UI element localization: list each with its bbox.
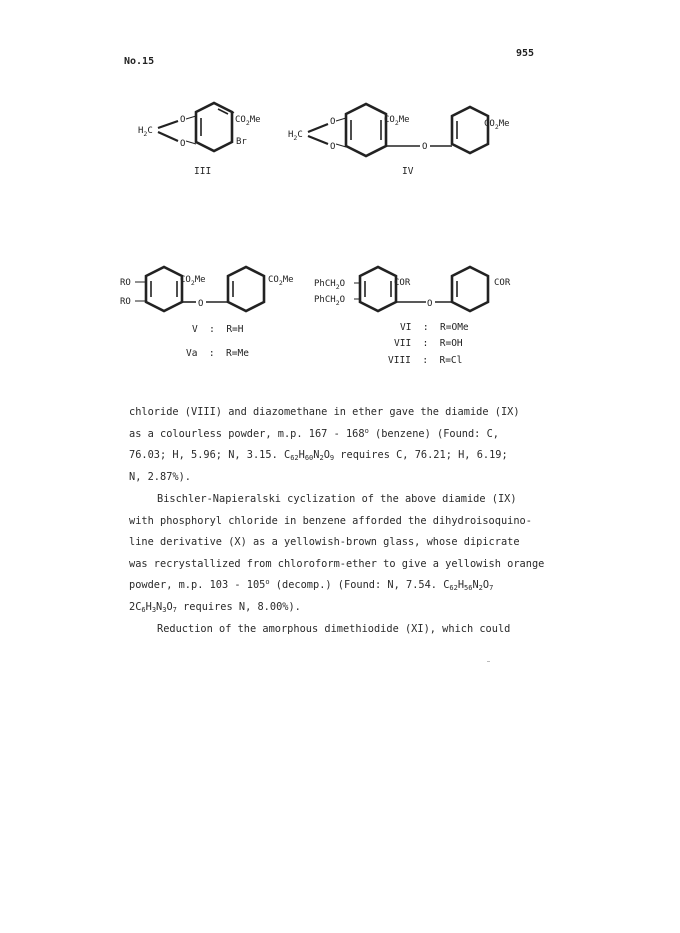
bond-ch2-o-bottom [158,132,178,141]
legend-VIII: VIII : R=Cl [388,355,463,366]
bridge-oxygen-V: O [198,299,204,309]
oxygen-top-IV: O [330,117,336,127]
benzene-ring-IV-a [346,104,386,156]
compound-label-IV: IV [402,166,414,177]
paragraph-diamide-synthesis [129,402,569,488]
legend-V: V : R=H [192,324,244,335]
bridge-oxygen-VI: O [427,299,433,309]
bromo-label-III: Br [236,137,247,147]
paragraph-cyclization [129,489,569,619]
benzyloxy-label-1: PhCH$_2$O [314,279,346,291]
bond-ch2-o-top [158,121,178,128]
cor-label-VI-a: COR [394,278,411,288]
text-line-formula: $2C_6H_3N_3O_7$ requires N, 8.00%). [129,600,301,614]
ester-label-IV-b: $CO_2Me$ [484,119,510,131]
structure-IV [288,102,538,182]
text-line-formula: powder, m.p. 103 - 105$^o$ (decomp.) (Found: N, 7.54. $C_{62}H_{56}N_2O_7$ [129,578,494,593]
ester-label-V-b: $CO_2Me$ [268,275,294,287]
bond-o-ring-top [186,116,196,119]
text-line: N, 2.87%). [129,470,191,483]
bond-ch2-o-bottom-IV [308,136,328,144]
structure-V [120,262,320,364]
oxygen-bottom-III: O [180,139,186,149]
oxygen-top-III: O [180,115,186,125]
ro-label-1: RO [120,278,131,288]
bond-o-ring-top-IV [336,118,346,121]
text-line: chloride (VIII) and diazomethane in ether gave the diamide (IX) [129,406,520,418]
methylene-label-III: $H_2C$ [138,126,153,138]
legend-Va: Va : R=Me [186,348,249,359]
bond-o-ring-bottom [186,141,196,144]
journal-number: No.15 [124,56,155,67]
page-number: 955 [516,48,535,59]
text-line: line derivative (X) as a yellowish-brown glass, whose dipicrate [129,536,520,549]
structure-III [130,100,280,190]
paragraph-reduction [129,619,569,641]
bridge-oxygen-IV: O [422,142,428,152]
text-line-formula: 76.03; H, 5.96; N, 3.15. $C_{62}H_{60}N_2O_9$ requires C, 76.21; H, 6.19; [129,449,508,463]
cor-label-VI-b: COR [494,278,511,288]
text-line: was recrystallized from chloroform-ether to give a yellowish orange [129,557,545,570]
text-line: Bischler-Napieralski cyclization of the above diamide (IX) [157,493,517,505]
text-line: Reduction of the amorphous dimethiodide (XI), which could [157,623,511,635]
ro-label-2: RO [120,297,131,307]
text-line: as a colourless powder, m.p. 167 - 168$^o$ (benzene) (Found: C, [129,426,499,440]
structure-VI [314,262,544,374]
ester-label-IV-a: $CO_2Me$ [384,115,410,127]
ester-label-III: $CO_2Me$ [235,115,261,127]
benzyloxy-label-2: PhCH$_2$O [314,295,346,307]
bond-ch2-o-top-IV [308,124,328,132]
oxygen-bottom-IV: O [330,142,336,152]
text-line: with phosphoryl chloride in benzene afforded the dihydroisoquino- [129,514,532,527]
ester-label-V-a: $CO_2Me$ [180,275,206,287]
scan-speck [487,661,490,662]
methylene-label-IV: $H_2C$ [288,130,303,142]
legend-VI: VI : R=OMe [400,322,469,333]
compound-label-III: III [194,166,212,177]
legend-VII: VII : R=OH [394,338,463,349]
bond-o-ring-bottom-IV [336,144,346,147]
